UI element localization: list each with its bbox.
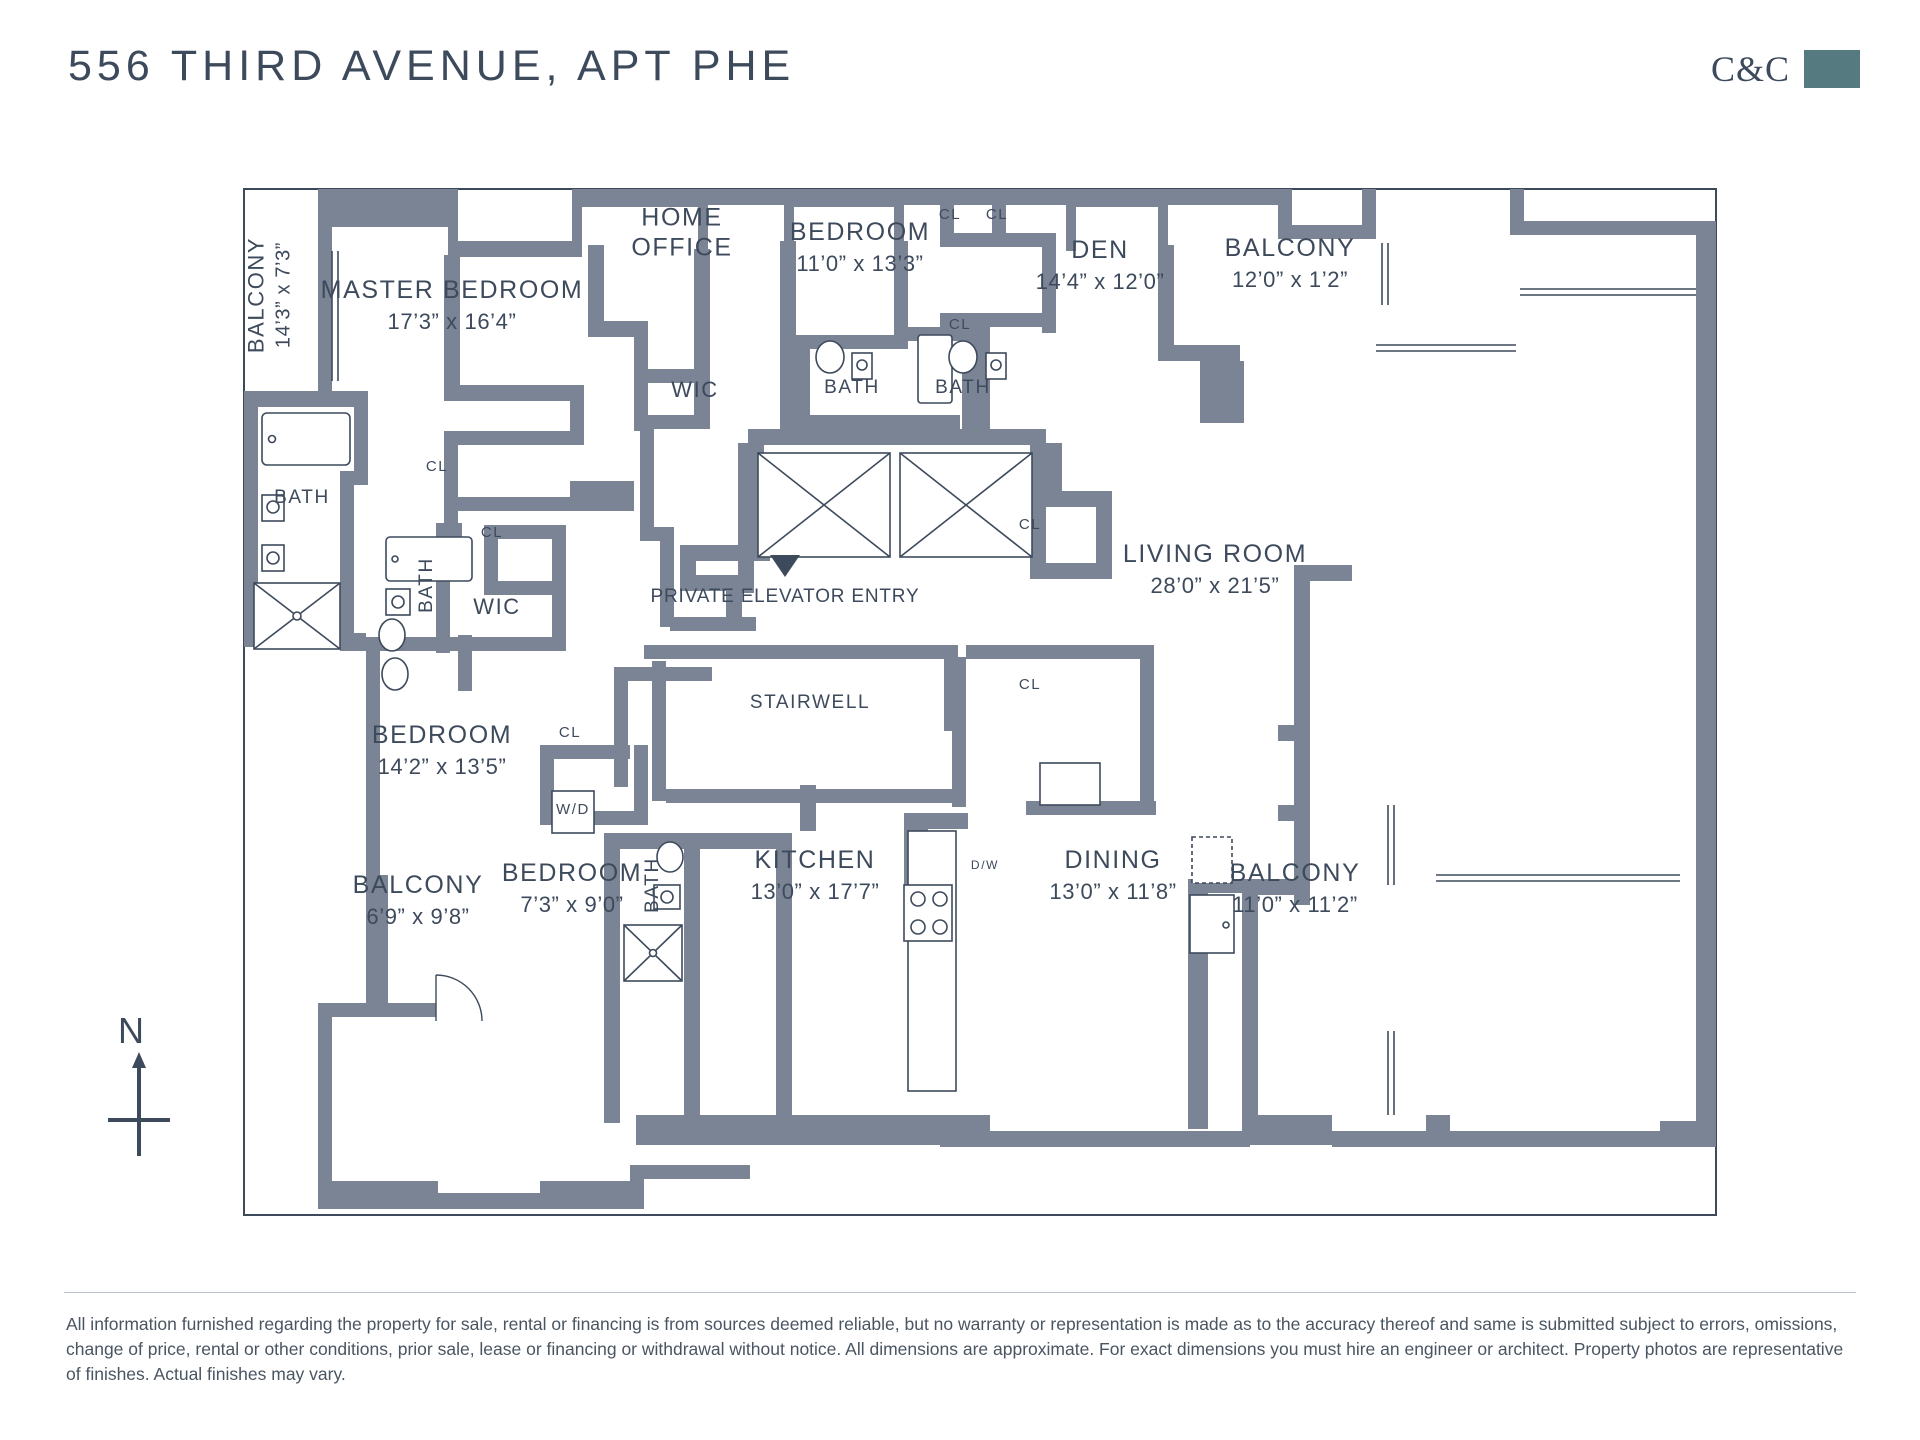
- compass-north-label: N: [118, 1010, 145, 1051]
- room-label-cl-2: CL: [985, 206, 1009, 224]
- room-label-home-office: HOME OFFICE: [631, 203, 733, 261]
- room-label-dishwasher: D/W: [970, 857, 1000, 872]
- room-label-balcony-3: BALCONY 6’9” x 9’8”: [352, 870, 484, 929]
- private-elevator-entry-label: PRIVATE ELEVATOR ENTRY: [650, 585, 920, 607]
- logo-square-icon: [1804, 50, 1860, 88]
- room-label-balcony-2: BALCONY 12’0” x 1’2”: [1224, 233, 1356, 292]
- room-label-bath-2: BATH: [415, 557, 437, 613]
- brand-logo: [1711, 48, 1860, 90]
- room-label-bedroom-2: BEDROOM 11’0” x 13’3”: [789, 217, 931, 276]
- room-label-bath-4: BATH: [935, 376, 991, 398]
- room-label-cl-6: CL: [1018, 516, 1042, 534]
- floorplan-drawing: [240, 185, 1720, 1245]
- room-label-den: DEN 14’4” x 12’0”: [1035, 235, 1165, 294]
- room-label-cl-1: CL: [938, 206, 962, 224]
- room-label-living-room: LIVING ROOM 28’0” x 21’5”: [1122, 539, 1308, 598]
- room-label-bath-5: BATH: [641, 857, 663, 913]
- room-label-washer-dryer: W/D: [556, 801, 590, 819]
- room-label-stairwell: STAIRWELL: [749, 691, 871, 713]
- room-label-dining: DINING 13’0” x 11’8”: [1049, 845, 1177, 904]
- room-label-bedroom-3: BEDROOM 14’2” x 13’5”: [371, 720, 513, 779]
- room-label-bedroom-4: BEDROOM 7’3” x 9’0”: [501, 858, 643, 917]
- page-title: 556 THIRD AVENUE, APT PHE: [68, 42, 796, 90]
- floorplan-svg: [240, 185, 1720, 1245]
- room-label-master-bedroom: MASTER BEDROOM 17’3” x 16’4”: [320, 275, 584, 334]
- logo-text: C&C: [1710, 49, 1790, 89]
- compass: [100, 1010, 190, 1210]
- room-label-cl-7: CL: [1018, 676, 1042, 694]
- compass-arrow-icon: [100, 1010, 190, 1210]
- elevator-entry-arrow-icon: [770, 555, 800, 577]
- room-label-balcony-4: BALCONY 11’0” x 11’2”: [1229, 858, 1361, 917]
- footer-divider: [64, 1292, 1856, 1293]
- room-label-bath-3: BATH: [824, 376, 880, 398]
- room-label-kitchen: KITCHEN 13’0” x 17’7”: [750, 845, 880, 904]
- disclaimer-text: All information furnished regarding the property for sale, rental or financing is from sources deemed reliable, but no warranty or representation is made as to the accuracy thereof and same is submitted subject to errors, omissions, change of price, rental or other conditions, prior sale, lease or financing or withdrawal without notice. All dimensions are approximate. For exact dimensions you must hire an engineer or architect. Property photos are representative of finishes. Actual finishes may vary.: [66, 1314, 1844, 1384]
- room-label-cl-8: CL: [558, 724, 582, 742]
- room-label-balcony-1: BALCONY 14’3” x 7’3”: [243, 236, 295, 354]
- room-label-wic-2: WIC: [473, 594, 521, 620]
- room-label-bath-1: BATH: [274, 486, 330, 508]
- room-label-wic-1: WIC: [671, 377, 719, 403]
- room-label-cl-3: CL: [948, 316, 972, 334]
- room-label-cl-5: CL: [480, 524, 504, 542]
- room-label-cl-4: CL: [425, 458, 449, 476]
